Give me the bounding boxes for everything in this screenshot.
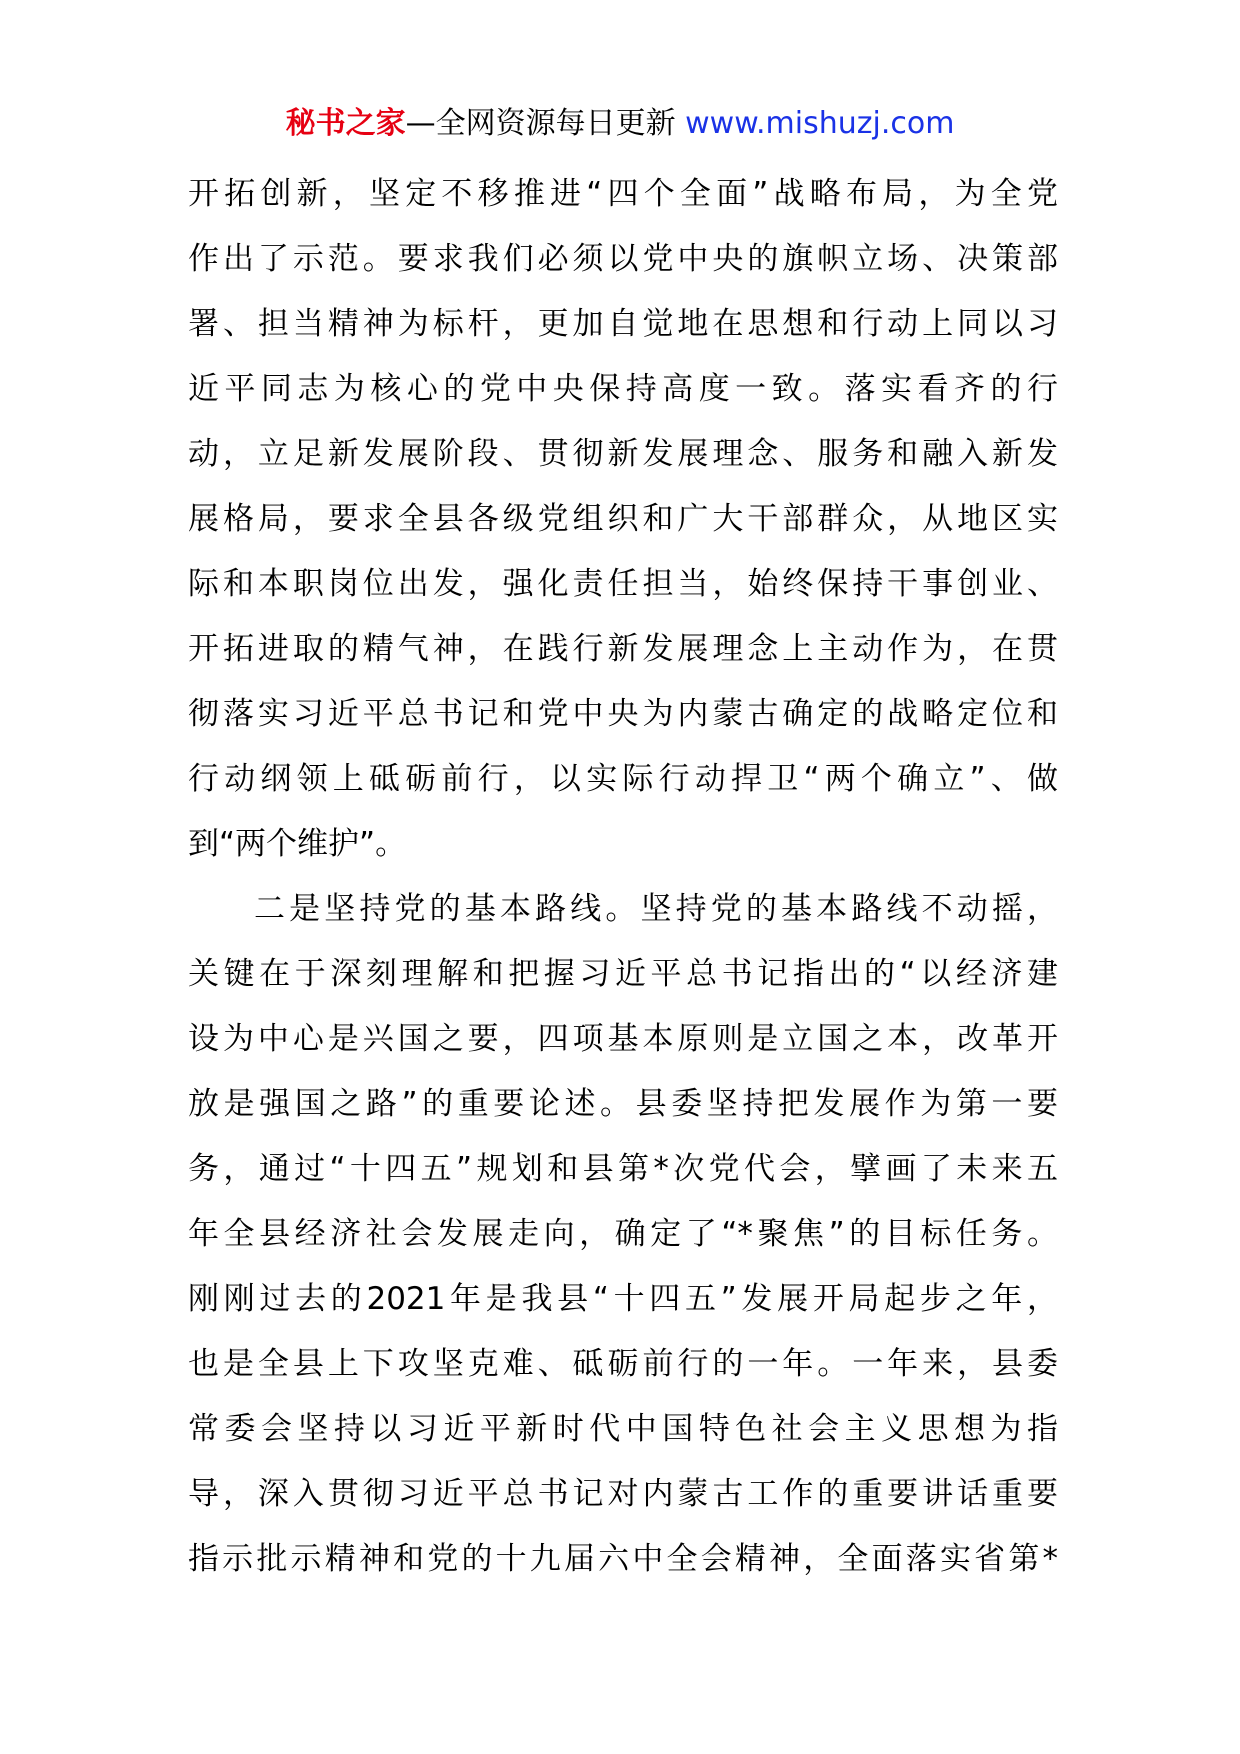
text-line: 也是全县上下攻坚克难、砥砺前行的一年。一年来，县委	[188, 1346, 1058, 1382]
text-line: 年全县经济社会发展走向，确定了“*聚焦”的目标任务。	[188, 1216, 1058, 1252]
text-line: 动，立足新发展阶段、贯彻新发展理念、服务和融入新发	[188, 436, 1058, 472]
text-line: 到“两个维护”。	[188, 826, 407, 862]
text-line: 际和本职岗位出发，强化责任担当，始终保持干事创业、	[188, 566, 1058, 602]
text-line: 设为中心是兴国之要，四项基本原则是立国之本，改革开	[188, 1021, 1058, 1057]
website-link[interactable]: www.mishuzj.com	[685, 106, 955, 141]
header-tagline: —全网资源每日更新	[405, 106, 686, 141]
text-line: 行动纲领上砥砺前行，以实际行动捍卫“两个确立”、做	[188, 761, 1058, 797]
text-line: 导，深入贯彻习近平总书记对内蒙古工作的重要讲话重要	[188, 1476, 1058, 1512]
page-header	[0, 100, 1240, 148]
text-line: 署、担当精神为标杆，更加自觉地在思想和行动上同以习	[188, 306, 1058, 342]
paragraph-start-line: 二是坚持党的基本路线。坚持党的基本路线不动摇，	[254, 891, 1058, 927]
text-line: 开拓进取的精气神，在践行新发展理念上主动作为，在贯	[188, 631, 1058, 667]
brand-name: 秘书之家	[285, 106, 406, 141]
text-line: 关键在于深刻理解和把握习近平总书记指出的“以经济建	[188, 956, 1058, 992]
text-line: 务，通过“十四五”规划和县第*次党代会，擘画了未来五	[188, 1151, 1058, 1187]
text-line: 刚刚过去的2021年是我县“十四五”发展开局起步之年，	[188, 1281, 1058, 1317]
text-line: 作出了示范。要求我们必须以党中央的旗帜立场、决策部	[188, 241, 1058, 277]
document-body	[188, 162, 1058, 1592]
text-line: 展格局，要求全县各级党组织和广大干部群众，从地区实	[188, 501, 1058, 537]
text-line: 近平同志为核心的党中央保持高度一致。落实看齐的行	[188, 371, 1058, 407]
text-line: 放是强国之路”的重要论述。县委坚持把发展作为第一要	[188, 1086, 1058, 1122]
text-line: 开拓创新，坚定不移推进“四个全面”战略布局，为全党	[188, 176, 1058, 212]
text-line: 彻落实习近平总书记和党中央为内蒙古确定的战略定位和	[188, 696, 1058, 732]
text-line: 指示批示精神和党的十九届六中全会精神，全面落实省第*	[188, 1541, 1058, 1577]
text-line: 常委会坚持以习近平新时代中国特色社会主义思想为指	[188, 1411, 1058, 1447]
